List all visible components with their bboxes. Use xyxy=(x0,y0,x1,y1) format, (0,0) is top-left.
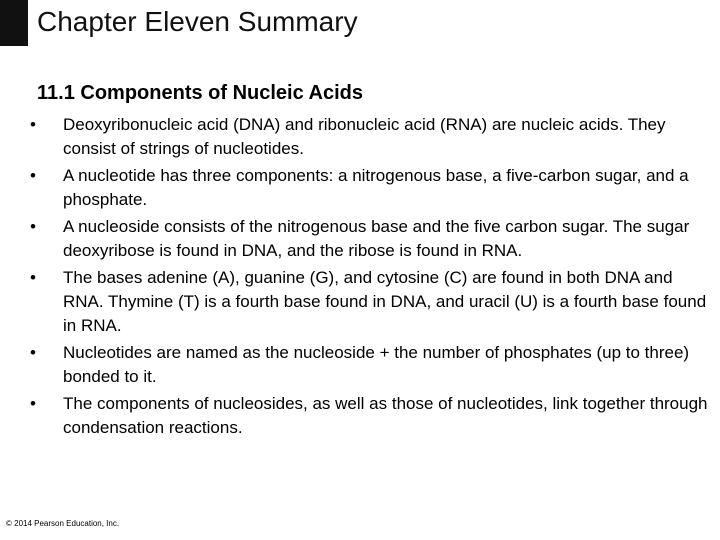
bullet-item xyxy=(30,266,710,338)
bullet-text: A nucleoside consists of the nitrogenous base and the five carbon sugar. The sugar deoxyribose is found in DNA, and the ribose is found in RNA. xyxy=(63,217,690,260)
bullet-item xyxy=(30,164,710,212)
slide-title: Chapter Eleven Summary xyxy=(37,6,358,37)
bullet-text: A nucleotide has three components: a nitrogenous base, a five-carbon sugar, and a phosphate. xyxy=(63,166,689,209)
bullet-item xyxy=(30,215,710,263)
copyright-footer: © 2014 Pearson Education, Inc. xyxy=(6,519,120,528)
bullet-marker: • xyxy=(30,343,36,362)
bullet-marker: • xyxy=(30,217,36,236)
bullet-text: The components of nucleosides, as well as those of nucleotides, link together through condensation reactions. xyxy=(63,394,708,437)
bullet-marker: • xyxy=(30,394,36,413)
section-heading: 11.1 Components of Nucleic Acids xyxy=(37,82,364,104)
bullet-item xyxy=(30,113,710,161)
bullet-marker: • xyxy=(30,115,36,134)
bullet-marker: • xyxy=(30,268,36,287)
bullet-marker: • xyxy=(30,166,36,185)
bullet-text: Nucleotides are named as the nucleoside + the number of phosphates (up to three) bonded to it. xyxy=(63,343,690,386)
bullet-list xyxy=(30,113,710,443)
title-bar xyxy=(0,0,720,46)
bullet-item xyxy=(30,341,710,389)
bullet-item xyxy=(30,392,710,440)
title-accent-bar xyxy=(0,0,28,46)
bullet-text: The bases adenine (A), guanine (G), and cytosine (C) are found in both DNA and RNA. Thymine (T) is a fourth base found in DNA, and uracil (U) is a fourth base found in RNA. xyxy=(63,268,707,335)
bullet-text: Deoxyribonucleic acid (DNA) and ribonucleic acid (RNA) are nucleic acids. They consist of strings of nucleotides. xyxy=(63,115,666,158)
